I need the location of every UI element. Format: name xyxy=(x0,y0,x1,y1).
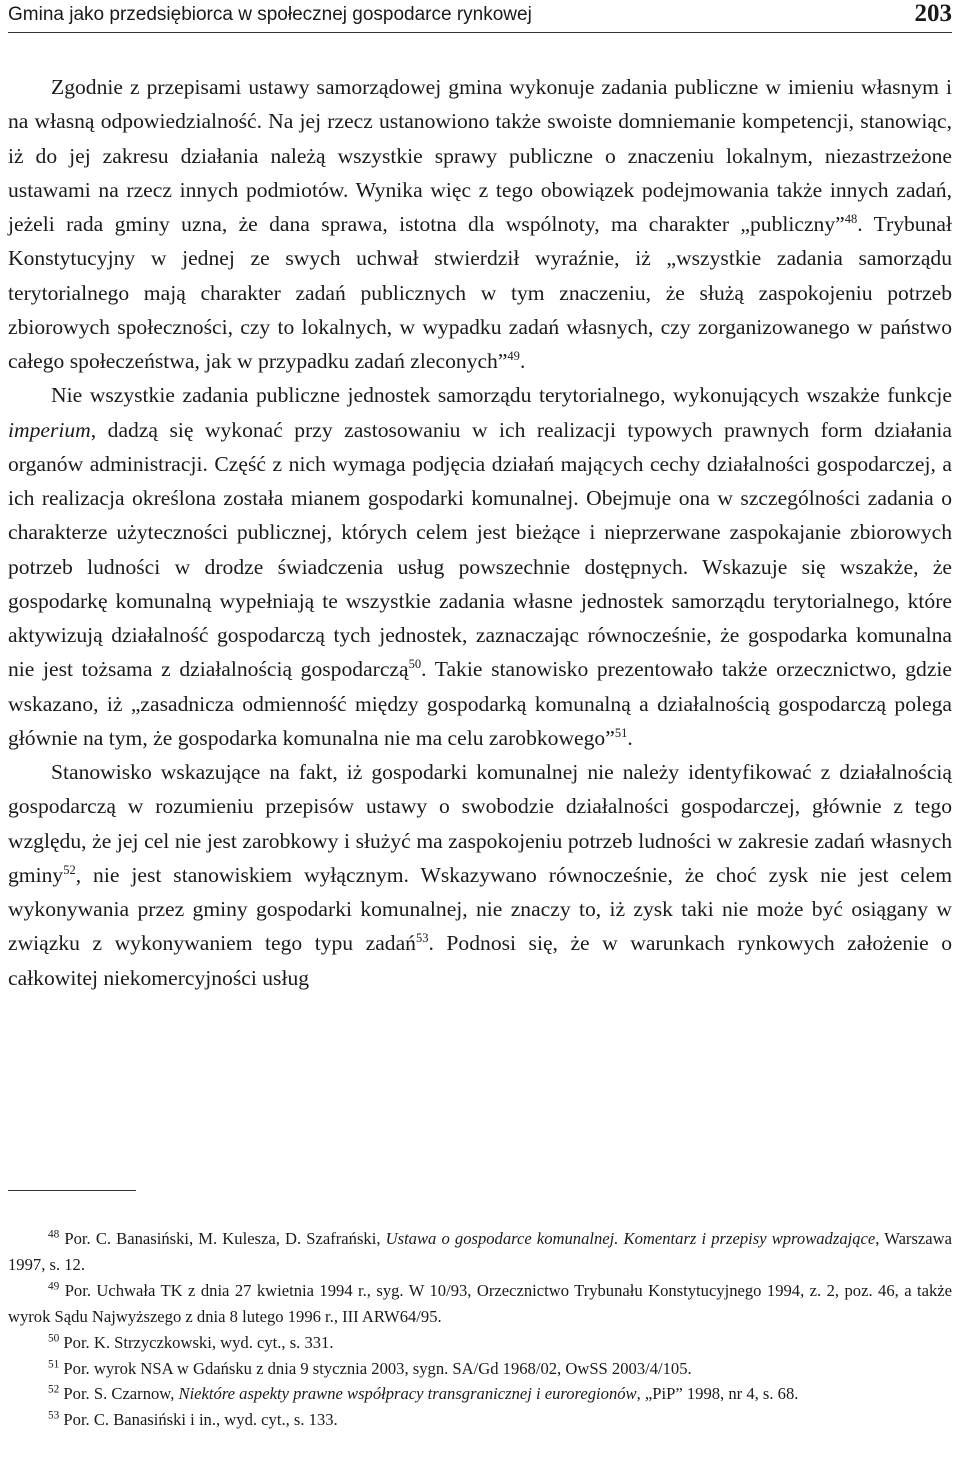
text-run: Zgodnie z przepisami ustawy samorządowej gmina wykonuje zadania publiczne w imieniu własnym i na własną odpowiedzialność. Na jej rzecz ustanowiono także swoiste domniemanie kompetencji, stanowiąc, iż do jej zakresu działania należą wszystkie sprawy publiczne o znaczeniu lokalnym, niezastrzeżone ustawami na rzecz innych podmiotów. Wynika więc z tego obowiązek podejmowania także innych zadań, jeżeli rada gminy uzna, że dana sprawa, istotna dla wspólnoty, ma charakter „publiczny” xyxy=(8,75,952,236)
footnote-number: 50 xyxy=(48,1332,60,1345)
text-run: . Takie stanowisko prezentowało także orzecznictwo, gdzie wskazano, iż „zasadnicza odmienność między gospodarką komunalną a działalnością gospodarczą polega głównie na tym, że gospodarka komunalna nie ma celu zarobkowego” xyxy=(8,657,952,750)
footnote xyxy=(8,1407,952,1433)
footnote-separator xyxy=(8,1190,136,1191)
footnote-ref: 51 xyxy=(614,725,628,740)
footnote xyxy=(8,1226,952,1278)
footnote-italic: Niektóre aspekty prawne współpracy transgranicznej i euroregionów xyxy=(178,1384,637,1404)
footnote xyxy=(8,1330,952,1356)
main-text xyxy=(8,70,952,995)
footnote-ref: 48 xyxy=(844,211,858,226)
page-number: 203 xyxy=(914,0,952,27)
footnote-number: 49 xyxy=(48,1280,60,1293)
text-run: , dadzą się wykonać przy zastosowaniu w ich realizacji typowych prawnych form działania organów administracji. Część z nich wymaga podjęcia działań mających cechy działalności gospodarczej, a ich realizacja określona została mianem gospodarki komunalnej. Obejmuje ona w szczególności zadania o charakterze użyteczności publicznej, których celem jest bieżące i nieprzerwane zaspokajanie zbiorowych potrzeb ludności w drodze świadczenia usług powszechnie dostępnych. Wskazuje się wszakże, że gospodarkę komunalną wypełniają te wszystkie zadania własne jednostek samorządu terytorialnego, które aktywizują działalność gospodarczą tych jednostek, zaznaczając równocześnie, że gospodarka komunalna nie jest tożsama z działalnością gospodarczą xyxy=(8,417,952,682)
text-run: . xyxy=(519,349,526,373)
footnote-ref: 50 xyxy=(408,657,422,672)
footnote-number: 51 xyxy=(48,1358,60,1370)
footnote-ref: 53 xyxy=(415,931,429,946)
footnote-italic: Ustawa o gospodarce komunalnej. Komentarz i przepisy wprowadzające xyxy=(385,1229,876,1248)
footnote-text: Por. wyrok NSA w Gdańsku z dnia 9 stycznia 2003, sygn. SA/Gd 1968/02, OwSS 2003/4/105. xyxy=(59,1358,692,1378)
text-run: , nie jest stanowiskiem wyłącznym. Wskazywano równocześnie, że choć zysk nie jest celem wykonywania przez gminy gospodarki komunalnej, nie znaczy to, iż zysk taki nie może być osiągany w związku z wykonywaniem tego typu zadań xyxy=(8,862,952,956)
footnote-ref: 49 xyxy=(507,348,520,363)
paragraph xyxy=(8,378,952,755)
text-run: Nie wszystkie zadania publiczne jednostek samorządu terytorialnego, wykonujących wszakże funkcje xyxy=(51,383,952,408)
footnote xyxy=(8,1356,952,1382)
paragraph xyxy=(8,70,952,378)
footnote-number: 52 xyxy=(48,1383,60,1396)
footnote xyxy=(8,1381,952,1407)
footnote-ref: 52 xyxy=(63,862,76,877)
text-run: . xyxy=(627,725,633,750)
footnote xyxy=(8,1278,952,1330)
paragraph xyxy=(8,755,952,995)
footnote-text: Por. K. Strzyczkowski, wyd. cyt., s. 331. xyxy=(59,1332,334,1352)
footnote-text: Por. C. Banasiński, M. Kulesza, D. Szafrański, xyxy=(59,1229,386,1248)
text-run: . Podnosi się, że w warunkach rynkowych założenie o całkowitej niekomercyjności usług xyxy=(8,931,952,990)
running-title: Gmina jako przedsiębiorca w społecznej gospodarce rynkowej xyxy=(8,4,532,25)
footnote-number: 48 xyxy=(48,1228,60,1241)
text-run: Stanowisko wskazujące na fakt, iż gospodarki komunalnej nie należy identyfikować z działalnością gospodarczą w rozumieniu przepisów ustawy o swobodzie działalności gospodarczej, głównie z tego względu, że jej cel nie jest zarobkowy i służyć ma zaspokojeniu potrzeb ludności w zakresie zadań własnych gminy xyxy=(8,760,952,887)
footnote-number: 53 xyxy=(48,1409,60,1422)
footnote-text: , „PiP” 1998, nr 4, s. 68. xyxy=(636,1384,799,1404)
footnotes xyxy=(8,1226,952,1433)
text-run: . Trybunał Konstytucyjny w jednej ze swych uchwał stwierdził wyraźnie, iż „wszystkie zadania samorządu terytorialnego mają charakter zadań publicznych w tym znaczeniu, że służą zaspokojeniu potrzeb zbiorowych społeczności, czy to lokalnych, w wypadku zadań własnych, czy zorganizowanego w państwo całego społeczeństwa, jak w przypadku zadań zleconych” xyxy=(8,212,952,373)
italic-term: imperium xyxy=(8,417,91,442)
footnote-text: Por. Uchwała TK z dnia 27 kwietnia 1994 r., syg. W 10/93, Orzecznictwo Trybunału Konstytucyjnego 1994, z. 2, poz. 46, a także wyrok Sądu Najwyższego z dnia 8 lutego 1996 r., III ARW64/95. xyxy=(8,1280,952,1326)
running-header xyxy=(8,2,952,33)
footnote-text: Por. C. Banasiński i in., wyd. cyt., s. 133. xyxy=(59,1410,338,1430)
footnote-text: , Warszawa 1997, s. 12. xyxy=(8,1229,952,1274)
footnote-text: Por. S. Czarnow, xyxy=(59,1384,179,1404)
